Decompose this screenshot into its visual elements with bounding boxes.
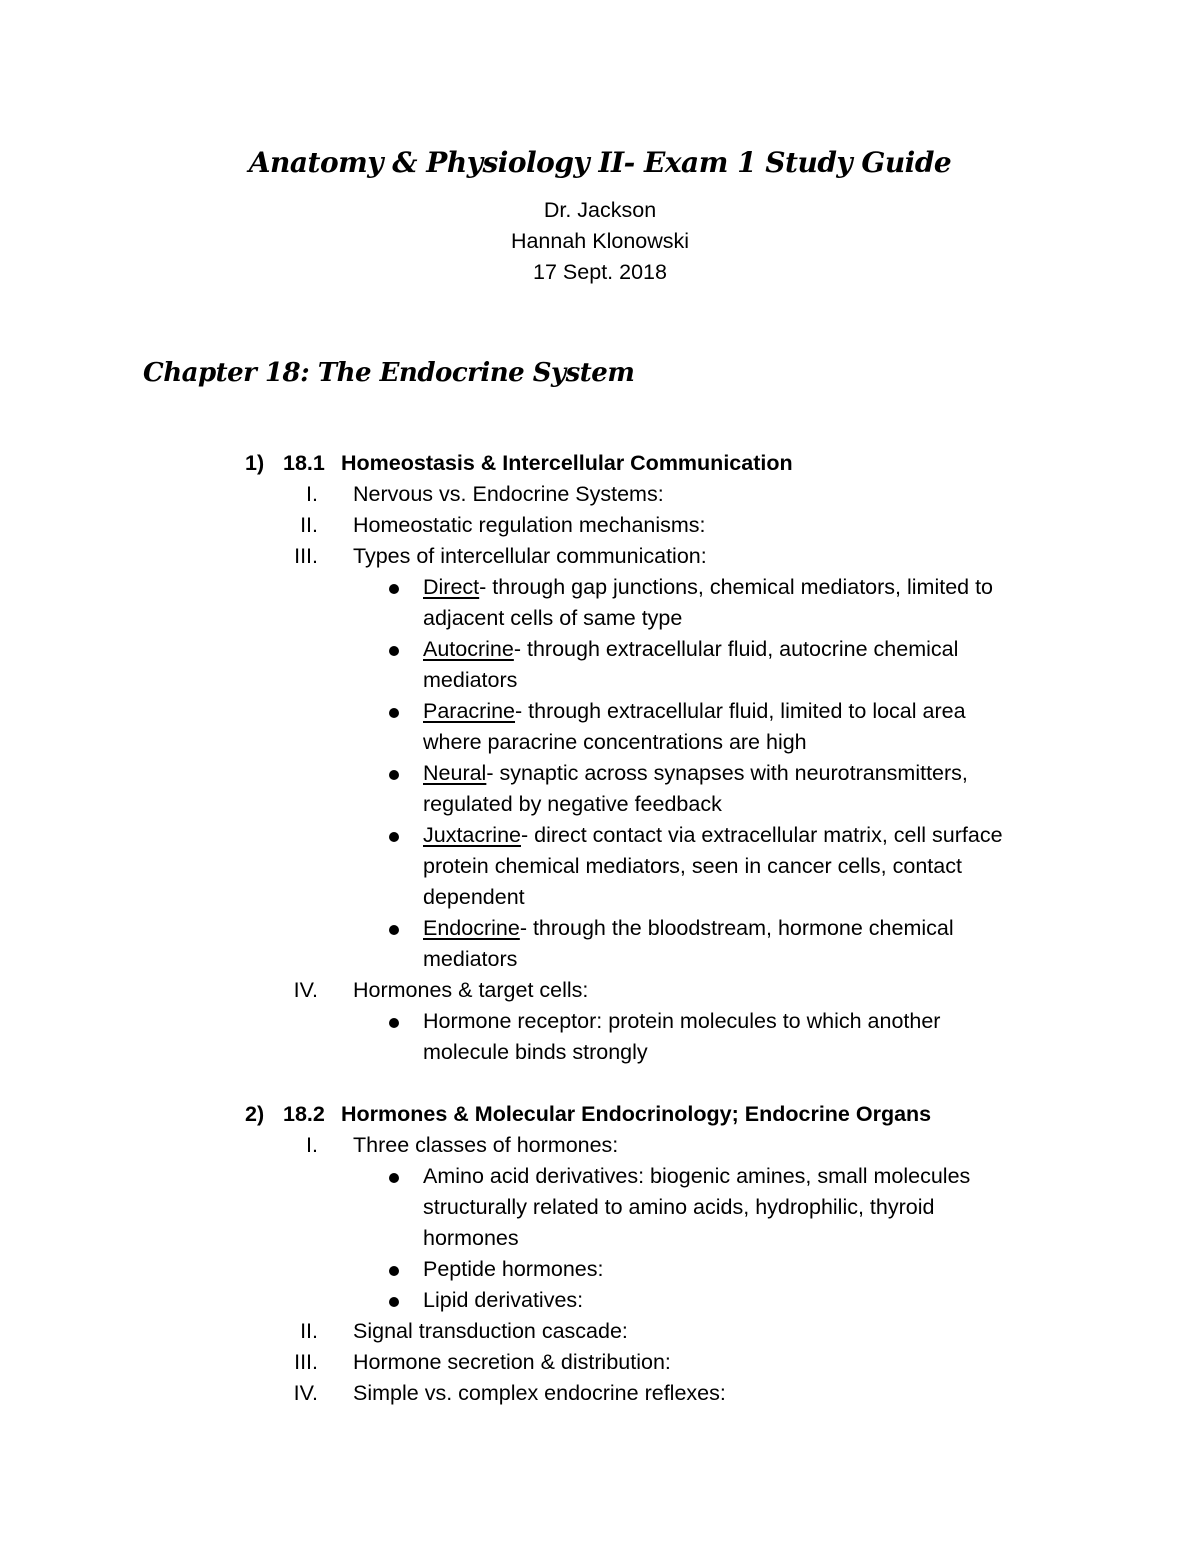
roman-numeral: II. — [300, 1319, 318, 1343]
bullet-continuation — [0, 1037, 1200, 1068]
chapter-heading: Chapter 18: The Endocrine System — [143, 358, 635, 388]
item-text: Simple vs. complex endocrine reflexes: — [353, 1381, 726, 1405]
bullet-dot-icon — [389, 1297, 399, 1307]
section-number: 2) — [245, 1102, 265, 1126]
outline-item — [0, 1316, 1200, 1347]
term: Juxtacrine — [423, 823, 521, 847]
roman-numeral: III. — [294, 544, 318, 568]
item-text: molecule binds strongly — [423, 1040, 648, 1064]
term-description: - through extracellular fluid, autocrine chemical — [513, 637, 959, 661]
document-date: 17 Sept. 2018 — [533, 260, 667, 284]
section-title: Homeostasis & Intercellular Communication — [341, 451, 793, 475]
item-text: protein chemical mediators, seen in cancer cells, contact — [423, 854, 962, 878]
item-text: Nervous vs. Endocrine Systems: — [353, 482, 664, 506]
item-text: adjacent cells of same type — [423, 606, 683, 630]
outline-item — [0, 541, 1200, 572]
section-number: 1) — [245, 451, 265, 475]
bullet-continuation — [0, 789, 1200, 820]
item-text: Types of intercellular communication: — [353, 544, 707, 568]
bullet-dot-icon — [389, 1018, 399, 1028]
bullet-item — [0, 572, 1200, 603]
bullet-dot-icon — [389, 1266, 399, 1276]
bullet-item — [0, 1006, 1200, 1037]
section-code: 18.2 — [283, 1102, 325, 1126]
instructor-name: Dr. Jackson — [543, 198, 657, 222]
outline-item — [0, 1347, 1200, 1378]
item-text: Three classes of hormones: — [353, 1133, 619, 1157]
section-spacer — [0, 1068, 1200, 1099]
section-code: 18.1 — [283, 451, 325, 475]
document-title: Anatomy & Physiology II- Exam 1 Study Guide — [248, 146, 952, 179]
item-text: dependent — [423, 885, 525, 909]
item-text: Amino acid derivatives: biogenic amines, small molecules — [423, 1164, 971, 1188]
bullet-item — [0, 1285, 1200, 1316]
student-name: Hannah Klonowski — [510, 229, 690, 253]
roman-numeral: IV. — [293, 1381, 318, 1405]
bullet-dot-icon — [389, 708, 399, 718]
item-text: Hormone secretion & distribution: — [353, 1350, 671, 1374]
section-heading — [0, 1099, 1200, 1130]
item-text: Hormone receptor: protein molecules to which another — [423, 1009, 941, 1033]
item-text: structurally related to amino acids, hydrophilic, thyroid — [423, 1195, 935, 1219]
item-text: hormones — [423, 1226, 519, 1250]
term-description: - through gap junctions, chemical mediators, limited to — [479, 575, 994, 599]
term-description: - synaptic across synapses with neurotransmitters, — [486, 761, 968, 785]
bullet-continuation — [0, 944, 1200, 975]
bullet-continuation — [0, 665, 1200, 696]
bullet-dot-icon — [389, 770, 399, 780]
bullet-dot-icon — [389, 925, 399, 935]
bullet-continuation — [0, 727, 1200, 758]
bullet-dot-icon — [389, 832, 399, 842]
item-text: Peptide hormones: — [423, 1257, 604, 1281]
bullet-item — [0, 1254, 1200, 1285]
term: Neural — [423, 761, 487, 785]
section-heading — [0, 448, 1200, 479]
bullet-continuation — [0, 851, 1200, 882]
bullet-item — [0, 913, 1200, 944]
term: Direct — [423, 575, 480, 599]
term: Paracrine — [423, 699, 516, 723]
bullet-item — [0, 758, 1200, 789]
item-text: Hormones & target cells: — [353, 978, 589, 1002]
roman-numeral: IV. — [293, 978, 318, 1002]
item-text: mediators — [423, 668, 518, 692]
outline-item — [0, 510, 1200, 541]
item-text: Homeostatic regulation mechanisms: — [353, 513, 706, 537]
term-description: - direct contact via extracellular matrix, cell surface — [521, 823, 1003, 847]
term: Autocrine — [423, 637, 514, 661]
item-text: Lipid derivatives: — [423, 1288, 584, 1312]
term: Endocrine — [423, 916, 520, 940]
study-outline — [0, 448, 1200, 1409]
bullet-item — [0, 696, 1200, 727]
bullet-dot-icon — [389, 584, 399, 594]
bullet-continuation — [0, 1223, 1200, 1254]
section-title: Hormones & Molecular Endocrinology; Endocrine Organs — [341, 1102, 932, 1126]
item-text: regulated by negative feedback — [423, 792, 722, 816]
term-description: - through the bloodstream, hormone chemical — [519, 916, 954, 940]
item-text: where paracrine concentrations are high — [423, 730, 807, 754]
outline-item — [0, 479, 1200, 510]
roman-numeral: I. — [306, 1133, 318, 1157]
item-text: Signal transduction cascade: — [353, 1319, 628, 1343]
bullet-dot-icon — [389, 1173, 399, 1183]
roman-numeral: I. — [306, 482, 318, 506]
bullet-item — [0, 820, 1200, 851]
bullet-item — [0, 634, 1200, 665]
bullet-item — [0, 1161, 1200, 1192]
roman-numeral: II. — [300, 513, 318, 537]
roman-numeral: III. — [294, 1350, 318, 1374]
outline-item — [0, 1130, 1200, 1161]
bullet-dot-icon — [389, 646, 399, 656]
term-description: - through extracellular fluid, limited to local area — [515, 699, 966, 723]
bullet-continuation — [0, 603, 1200, 634]
item-text: mediators — [423, 947, 518, 971]
bullet-continuation — [0, 882, 1200, 913]
outline-item — [0, 975, 1200, 1006]
bullet-continuation — [0, 1192, 1200, 1223]
outline-item — [0, 1378, 1200, 1409]
